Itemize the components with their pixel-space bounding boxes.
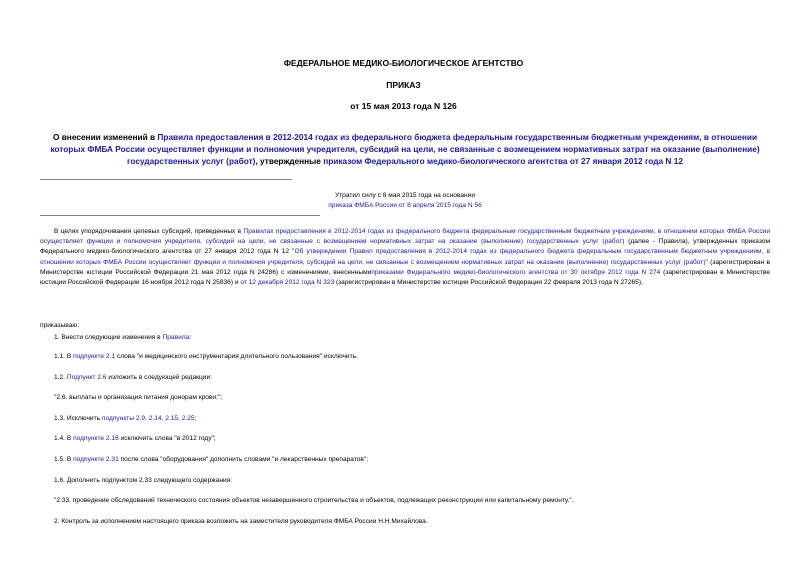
item-1-link[interactable]: Правила <box>162 334 190 341</box>
quote-2-6: "2.6. выплаты и организация питания донорам крови;"; <box>54 394 223 401</box>
preamble-link-order-323[interactable]: от 12 декабря 2012 года N 323 <box>240 279 335 287</box>
doc-date: от 15 мая 2013 года N 126 <box>350 101 457 111</box>
item-1 <box>54 333 191 343</box>
item-1-2-text: 1.2. <box>54 374 67 381</box>
prikazyvayu: приказываю: <box>40 322 80 329</box>
item-1-4 <box>54 434 216 444</box>
item-1-4-link[interactable]: подпункте 2.16 <box>73 435 119 442</box>
item-1-2-tail: изложить в следующей редакции: <box>106 374 213 381</box>
preamble-link-approval[interactable]: Об утверждении Правил предоставления в 2012-2014 годах из федерального бюджета федеральным государственным бюджетным учреждениям, в отношении которых ФМБА России осуществляет функции и полномочия учредителя, субсидий на цели, не связанные с возмещением нормативных затрат на оказание (выполнение) государственных услуг (работ) <box>40 248 770 266</box>
item-1-3-link[interactable]: подпункты 2.9, 2.14, 2.15, 2.25 <box>101 415 195 422</box>
quote-2-33: "2.33. проведение обследований технического состояния объектов незавершенного строительства и объектов, подлежащих реконструкции или капитальному ремонту.". <box>54 497 574 504</box>
item-1-5-link[interactable]: подпункте 2.31 <box>73 456 119 463</box>
divider-top <box>40 179 292 180</box>
status-text: Утратил силу с 8 мая 2015 года на основании <box>334 192 476 199</box>
item-1-5-tail: после слова "оборудования" дополнить словами "и лекарственных препаратов"; <box>118 456 369 463</box>
preamble-text-4: (зарегистрирован в Министерстве юстиции Российской Федерации 16 ноября 2012 года N 25836) и <box>40 268 770 287</box>
title-lead: О внесении изменений в <box>52 132 158 142</box>
preamble-link-rules[interactable]: Правилах предоставления в 2012-2014 годах из федерального бюджета федеральным государственным бюджетным учреждениям, в отношении которых ФМБА России осуществляет функции и полномочия учредителя, субсидий на цели, не связанные с возмещением нормативных затрат на оказание (выполнение) государственных услуг (работ) <box>40 228 771 246</box>
item-1-2 <box>54 373 212 383</box>
title-link-rules[interactable]: Правила предоставления в 2012-2014 годах из федерального бюджета федеральным государственным бюджетным учреждениям, в отношении которых ФМБА России осуществляет функции и полномочия учредителя, субсидий на цели, не связанные с возмещением нормативных затрат на оказание (выполнение) государственных услуг (работ) <box>50 132 760 166</box>
doc-type: ПРИКАЗ <box>386 80 421 90</box>
title-link-order[interactable]: приказом Федерального медико-биологического агентства от 27 января 2012 года N 12 <box>323 156 683 166</box>
item-1-1 <box>54 352 358 362</box>
divider-bottom <box>40 215 320 216</box>
preamble-text-1: В целях упорядочивания целевых субсидий, приведенных в <box>54 228 244 235</box>
item-1-3 <box>54 414 196 424</box>
preamble-text-5: (зарегистрирован в Министерстве юстиции Российской Федерации 22 февраля 2013 года N 27265), <box>334 279 643 287</box>
item-1-3-tail: ; <box>194 415 197 422</box>
doc-title <box>45 131 765 167</box>
item-2: 2. Контроль за исполнением настоящего приказа возложить на заместителя руководителя ФМБА России Н.Н.Михайлова. <box>54 518 428 525</box>
title-mid: , утвержденные <box>255 156 324 166</box>
status-note <box>300 191 510 211</box>
preamble <box>40 227 770 288</box>
item-1-4-tail: исключить слова "в 2012 году"; <box>118 435 216 442</box>
agency-name: ФЕДЕРАЛЬНОЕ МЕДИКО-БИОЛОГИЧЕСКОЕ АГЕНТСТВО <box>283 58 524 68</box>
preamble-link-order-274[interactable]: приказами Федерального медико-биологического агентства от 30 октября 2012 года N 274 <box>371 268 661 276</box>
item-1-5-text: 1.5. В <box>54 456 74 463</box>
preamble-text-3: " (зарегистрирован в Министерстве юстиции Российской Федерации 21 мая 2012 года N 24286) с изменениями, внесенными <box>40 258 770 276</box>
item-1-2-link[interactable]: Подпункт 2.6 <box>66 374 107 381</box>
item-1-4-text: 1.4. В <box>54 435 74 442</box>
item-1-tail: : <box>189 334 192 341</box>
preamble-text-2: (далее - Правила), утвержденных приказом Федерального медико-биологического агентства от 27 января 2012 года N 12 " <box>40 238 770 256</box>
item-1-5 <box>54 455 368 465</box>
item-1-1-text: 1.1. В <box>54 353 74 360</box>
item-1-1-tail: слова "и медицинского инструментария длительного пользования" исключить. <box>115 353 358 360</box>
status-link[interactable]: приказа ФМБА России от 8 апреля 2015 года N 56 <box>328 202 482 210</box>
item-1-1-link[interactable]: подпункте 2.1 <box>73 353 116 360</box>
item-1-3-text: 1.3. Исключить <box>54 415 102 422</box>
item-1-6: 1.6. Дополнить подпунктом 2.33 следующего содержания: <box>54 477 233 484</box>
item-1-text: 1. Внести следующие изменения в <box>54 334 163 341</box>
